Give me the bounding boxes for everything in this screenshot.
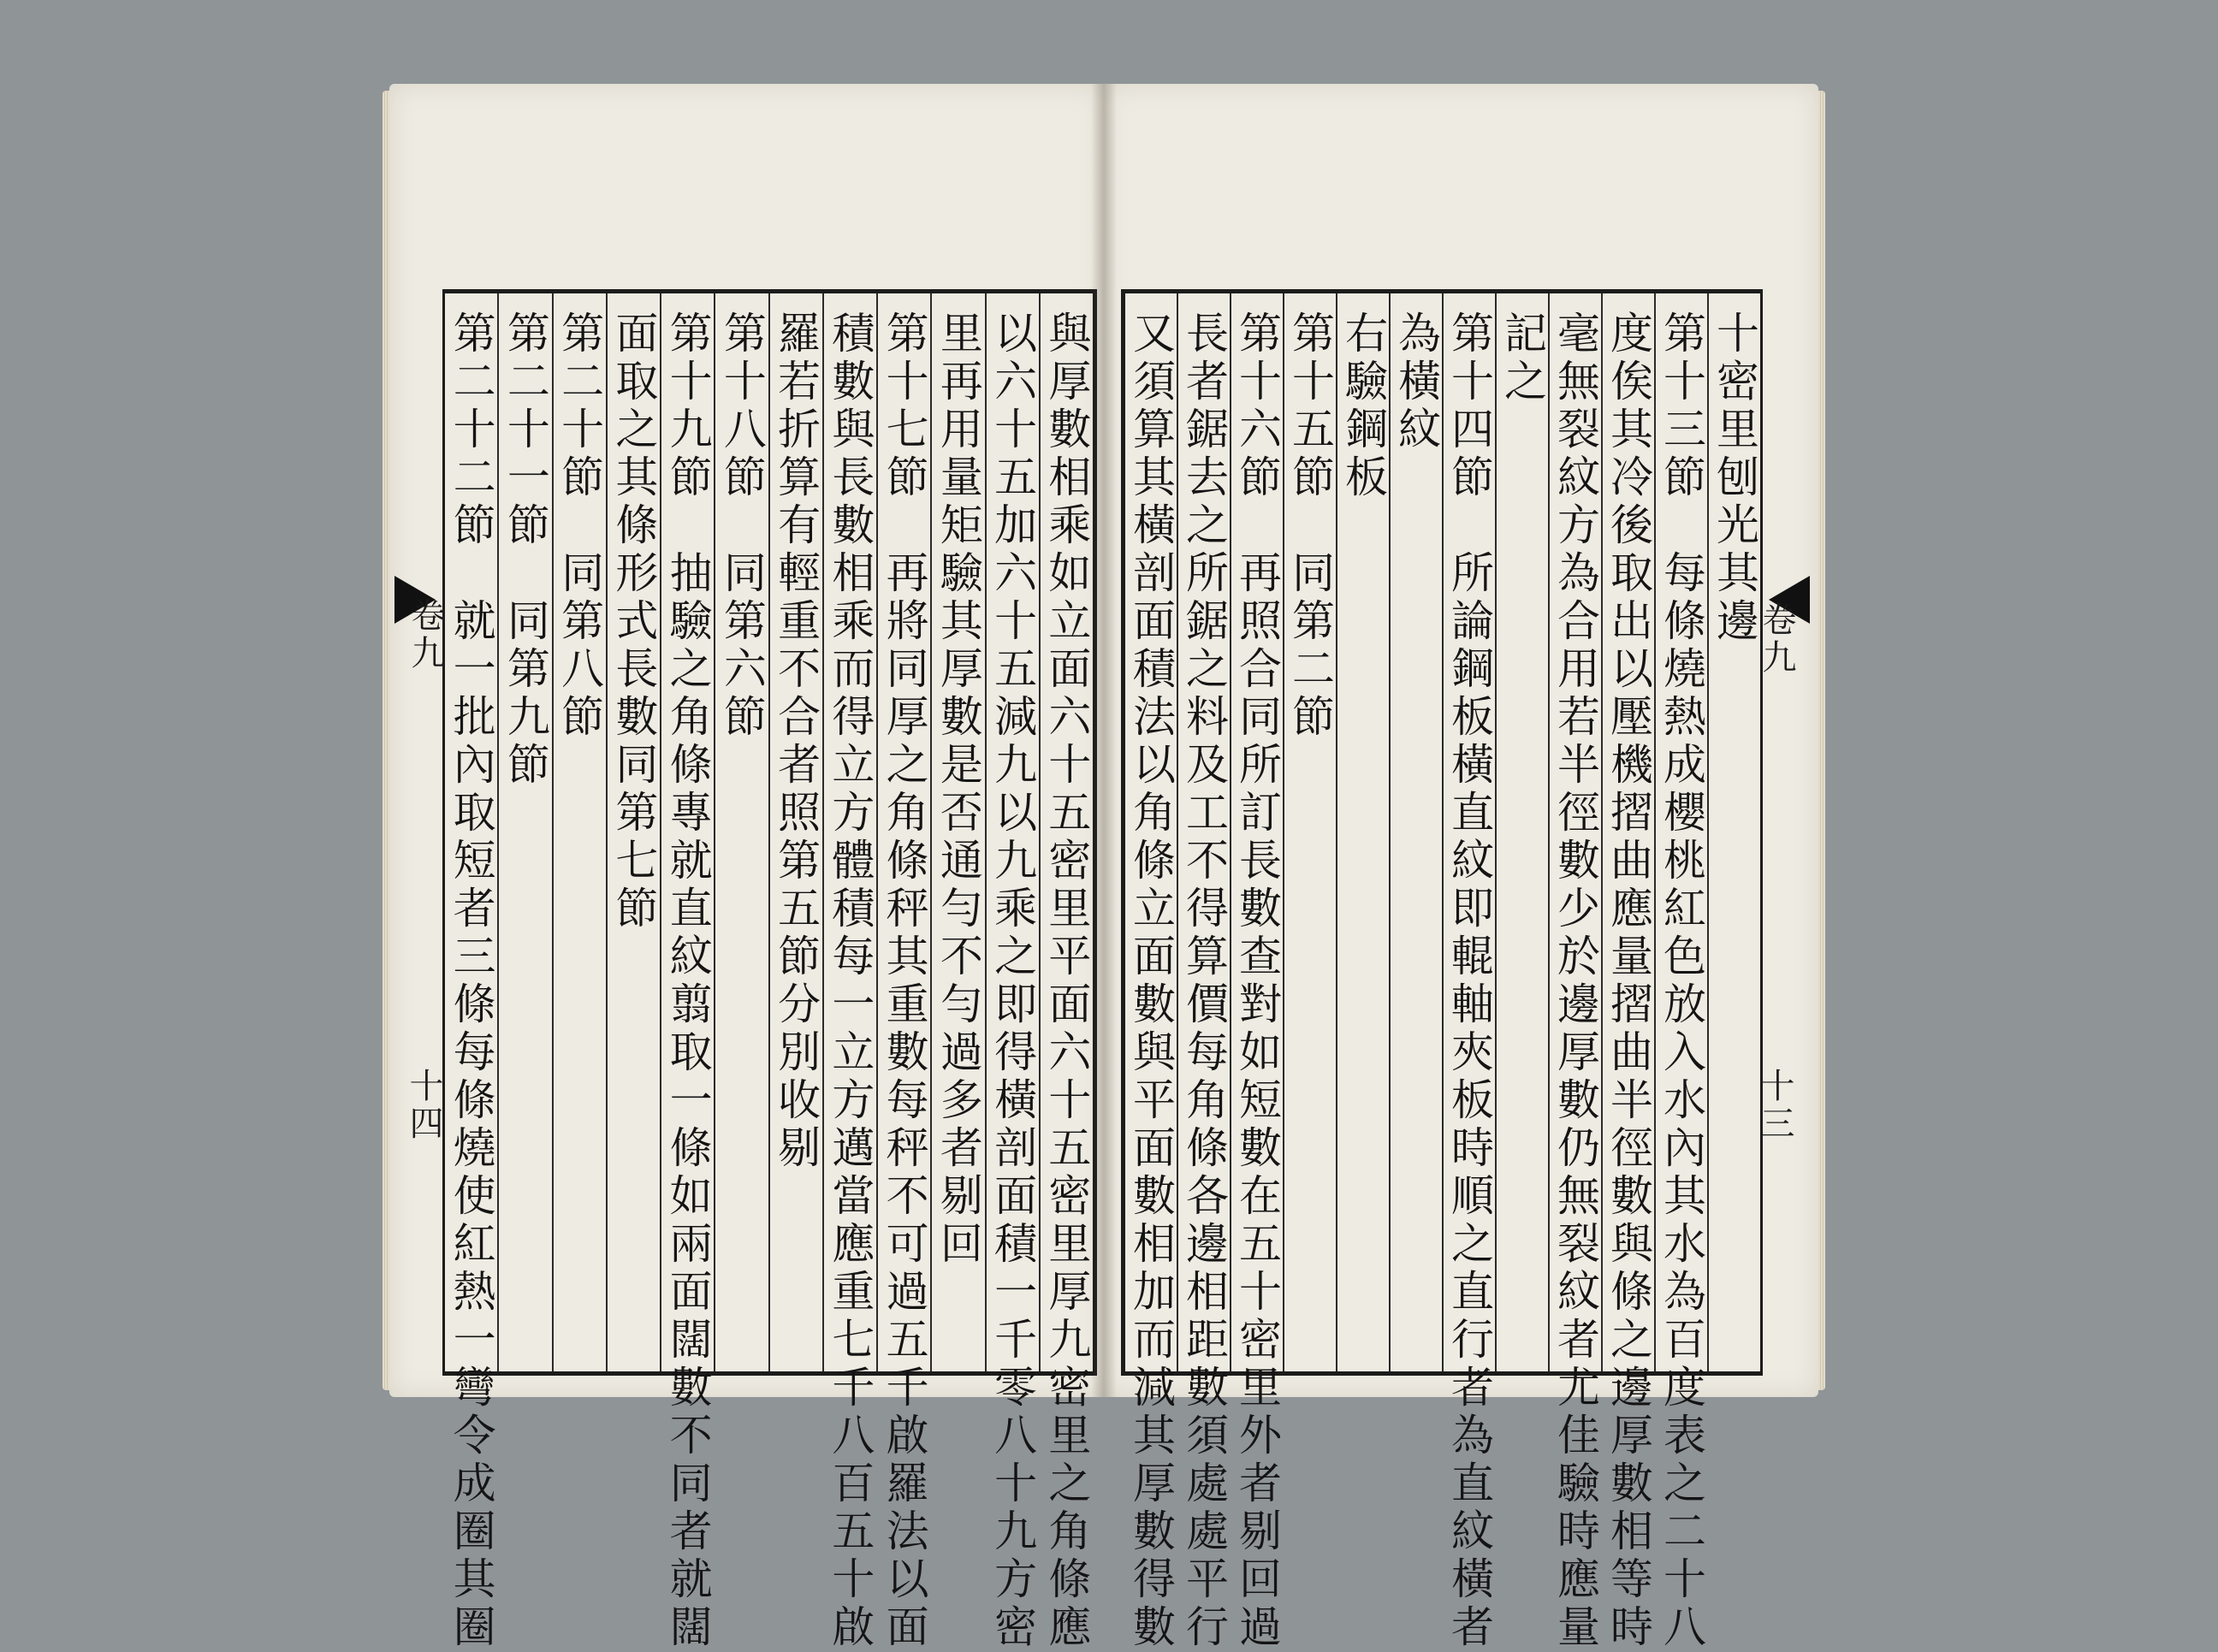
- text-column: 第十八節 同第六節: [714, 293, 768, 1371]
- page-number-left: 十四: [404, 1068, 443, 1143]
- text-column: 毫無裂紋方為合用若半徑數少於邊厚數仍無裂紋者尤佳驗時應量: [1548, 293, 1601, 1371]
- text-column: 十密里刨光其邊: [1707, 293, 1760, 1371]
- text-column: 長者鋸去之所鋸之料及工不得算價每角條各邊相距數須處處平行: [1177, 293, 1230, 1371]
- text-columns-left: [445, 293, 1093, 1652]
- text-column: 度俟其冷後取出以壓機摺曲應量摺曲半徑數與條之邊厚數相等時: [1601, 293, 1654, 1371]
- right-page: [1104, 84, 1818, 1652]
- text-column: 面取之其條形式長數同第七節: [606, 293, 660, 1371]
- text-column: 第十六節 再照合同所訂長數查對如短數在五十密里外者剔回過: [1230, 293, 1283, 1371]
- volume-mark-right: 卷九: [1757, 601, 1796, 677]
- text-column: 為橫紋: [1389, 293, 1442, 1371]
- volume-mark-left: 卷九: [406, 597, 445, 672]
- text-frame-right: [1121, 289, 1763, 1652]
- text-frame-left: [442, 289, 1097, 1652]
- text-columns-right: [1125, 293, 1760, 1652]
- text-column: 第二十二節 就一批內取短者三條每條燒使紅熱一彎令成圈其圈: [446, 311, 496, 1652]
- text-column: 里再用量矩驗其厚數是否通勻不勻過多者剔回: [930, 293, 984, 1371]
- text-column: 第十九節 抽驗之角條專就直紋翦取一條如兩面闊數不同者就闊: [660, 293, 714, 1371]
- text-column: 第十七節 再將同厚之角條秤其重數每秤不可過五千啟羅法以面: [876, 293, 930, 1371]
- text-column: 第二十節 同第八節: [552, 293, 606, 1371]
- text-column: 第十四節 所論鋼板橫直紋即輥軸夾板時順之直行者為直紋橫者: [1442, 293, 1495, 1371]
- text-column: 右驗鋼板: [1336, 293, 1389, 1371]
- text-column: 又須算其橫剖面積法以角條立面數與平面數相加而減其厚數得數: [1126, 311, 1176, 1652]
- text-column: 記之: [1495, 293, 1548, 1371]
- text-column: 羅若折算有輕重不合者照第五節分別收剔: [768, 293, 822, 1371]
- text-column: 第二十一節 同第九節: [497, 293, 551, 1371]
- text-column: 第十五節 同第二節: [1283, 293, 1336, 1371]
- text-column: 與厚數相乘如立面六十五密里平面六十五密里厚九密里之角條應: [1039, 293, 1093, 1371]
- page-number-right: 十三: [1755, 1068, 1794, 1143]
- book-gutter: [1091, 84, 1117, 1397]
- text-column: 以六十五加六十五減九以九乘之即得橫剖面積一千零八十九方密: [985, 293, 1039, 1371]
- left-page: [389, 84, 1104, 1652]
- text-column: 積數與長數相乘而得立方體積每一立方邁當應重七千八百五十啟: [822, 293, 876, 1371]
- text-column: 第十三節 每條燒熱成櫻桃紅色放入水內其水為百度表之二十八: [1654, 293, 1707, 1371]
- open-book: [389, 84, 1818, 1652]
